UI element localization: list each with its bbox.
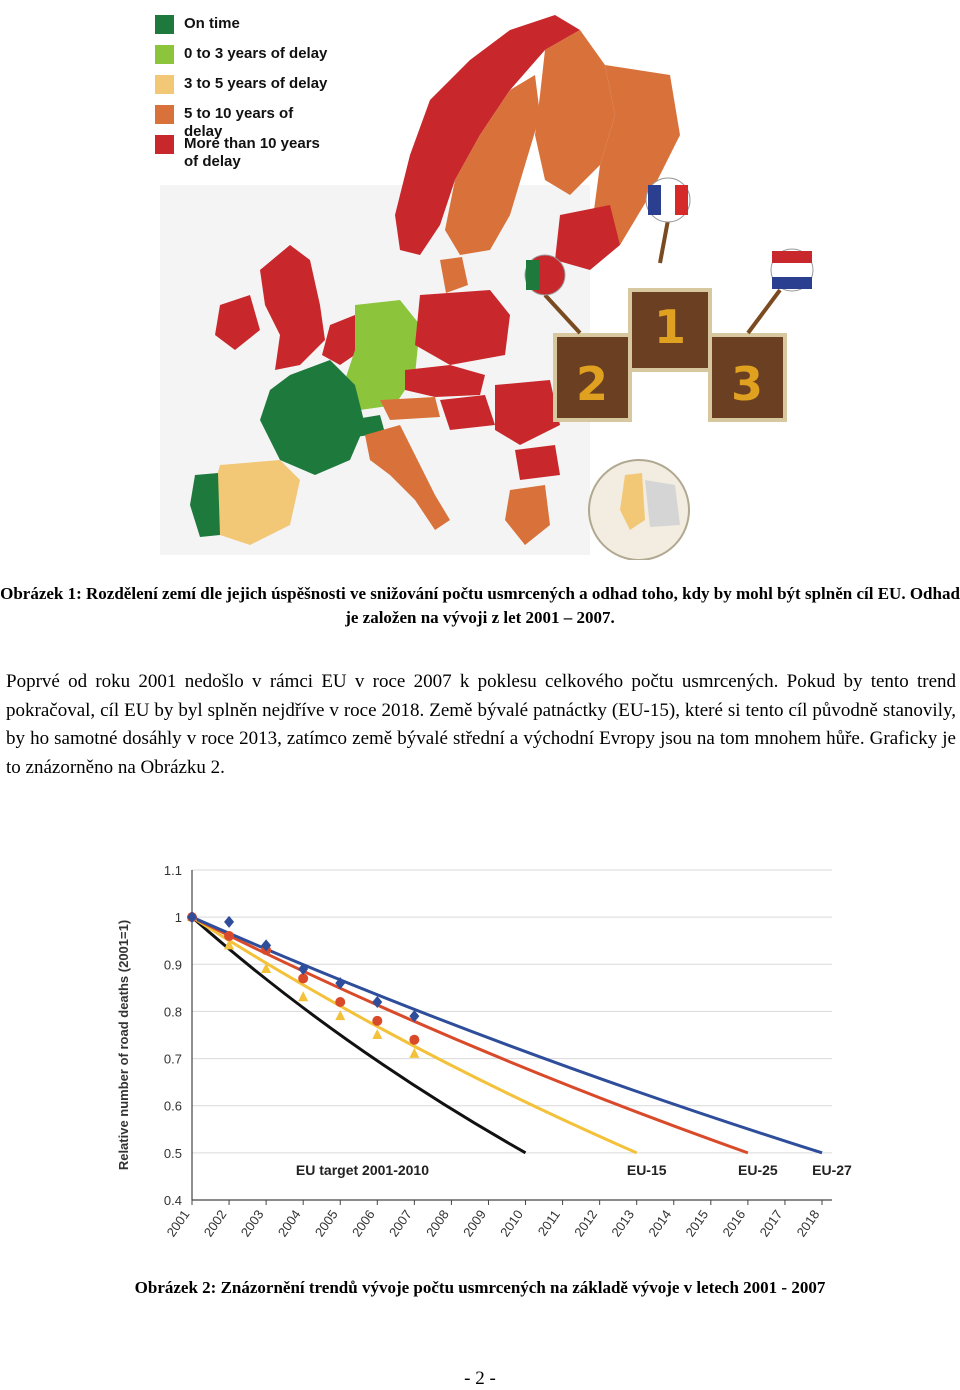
chart-ylabel: Relative number of road deaths (2001=1) [116, 919, 131, 1171]
europe-map-figure [150, 5, 830, 560]
x-tick-label: 2016 [719, 1207, 749, 1240]
island-inset [589, 460, 689, 560]
x-tick-label: 2017 [756, 1207, 786, 1240]
x-tick-label: 2004 [274, 1207, 304, 1240]
podium-place-2: 2 [575, 357, 609, 411]
x-tick-label: 2009 [460, 1207, 489, 1240]
legend-swatch [155, 15, 174, 34]
map-region-hungary [440, 395, 495, 430]
x-tick-label: 2005 [311, 1207, 341, 1240]
map-region-bulgaria [515, 445, 560, 480]
legend-label: On time [184, 15, 240, 32]
podium-place-1: 1 [653, 300, 687, 354]
legend-item-5-10 [155, 105, 334, 140]
y-tick-label: 0.6 [163, 1098, 182, 1114]
legend-swatch [155, 45, 174, 64]
x-tick-label: 2007 [385, 1207, 415, 1240]
series-label: EU-15 [626, 1161, 667, 1178]
legend-item-10-plus [155, 135, 334, 170]
x-tick-label: 2002 [200, 1207, 230, 1240]
data-point [372, 1016, 382, 1026]
x-tick-label: 2001 [163, 1207, 193, 1240]
series-label: EU-27 [812, 1161, 852, 1178]
legend-item-on-time [155, 15, 334, 45]
page-number: - 2 - [464, 1368, 496, 1389]
y-tick-label: 0.5 [163, 1145, 182, 1161]
road-deaths-chart [100, 855, 860, 1260]
y-tick-label: 1 [174, 910, 182, 926]
map-region-austria [380, 397, 440, 420]
x-tick-label: 2012 [571, 1207, 601, 1240]
legend-label: 3 to 5 years of delay [184, 75, 328, 92]
x-tick-label: 2013 [608, 1207, 638, 1240]
legend-swatch [155, 105, 174, 124]
x-tick-label: 2011 [534, 1207, 564, 1239]
y-tick-label: 0.7 [163, 1051, 182, 1067]
x-tick-label: 2008 [422, 1207, 452, 1240]
series-label: EU-25 [738, 1161, 778, 1178]
legend-swatch [155, 75, 174, 94]
figure-1-caption: Obrázek 1: Rozdělení zemí dle jejich úspěšnosti ve snižování počtu usmrcených a odhad toho, kdy by mohl být splněn cíl EU. Odhad je založen na vývoji z let 2001 – 2007. [0, 584, 960, 627]
y-tick-label: 0.4 [163, 1193, 182, 1208]
body-paragraph: Poprvé od roku 2001 nedošlo v rámci EU v roce 2007 k poklesu celkového počtu usmrcených. Pokud by tento trend pokračoval, cíl EU by byl splněn nejdříve v roce 2018. Země bývalé patnáctky (EU-15), které si tento cíl původně stanovily, by ho samotné dosáhly v roce 2013, zatímco země bývalé střední a východní Evropy jsou na tom mnohem hůře. Graficky je to znázorněno na Obrázku 2. [6, 671, 956, 778]
legend-item-0-3 [155, 45, 334, 75]
x-tick-label: 2018 [793, 1207, 823, 1240]
y-tick-label: 0.9 [163, 957, 182, 973]
x-tick-label: 2010 [497, 1207, 526, 1240]
chart-svg [100, 855, 860, 1260]
series-label: EU target 2001-2010 [295, 1161, 430, 1178]
y-tick-label: 1.1 [163, 863, 182, 878]
legend-swatch [155, 135, 174, 154]
data-point [335, 997, 345, 1007]
data-point [409, 1035, 419, 1045]
plot-area [192, 870, 822, 1200]
data-point [224, 931, 234, 941]
x-tick-label: 2006 [348, 1207, 378, 1240]
x-tick-label: 2003 [237, 1207, 267, 1240]
legend-label: 0 to 3 years of delay [184, 45, 328, 62]
figure-2-caption: Obrázek 2: Znázornění trendů vývoje počtu usmrcených na základě vývoje v letech 2001 - 2007 [134, 1278, 826, 1297]
legend-label: More than 10 years of delay [184, 135, 320, 170]
y-tick-label: 0.8 [163, 1004, 182, 1020]
legend-item-3-5 [155, 75, 334, 105]
x-tick-label: 2015 [682, 1207, 712, 1240]
x-tick-label: 2014 [645, 1207, 675, 1240]
map-legend [155, 15, 334, 170]
legend-label: 5 to 10 years of delay [184, 105, 294, 140]
podium-place-3: 3 [730, 357, 764, 411]
